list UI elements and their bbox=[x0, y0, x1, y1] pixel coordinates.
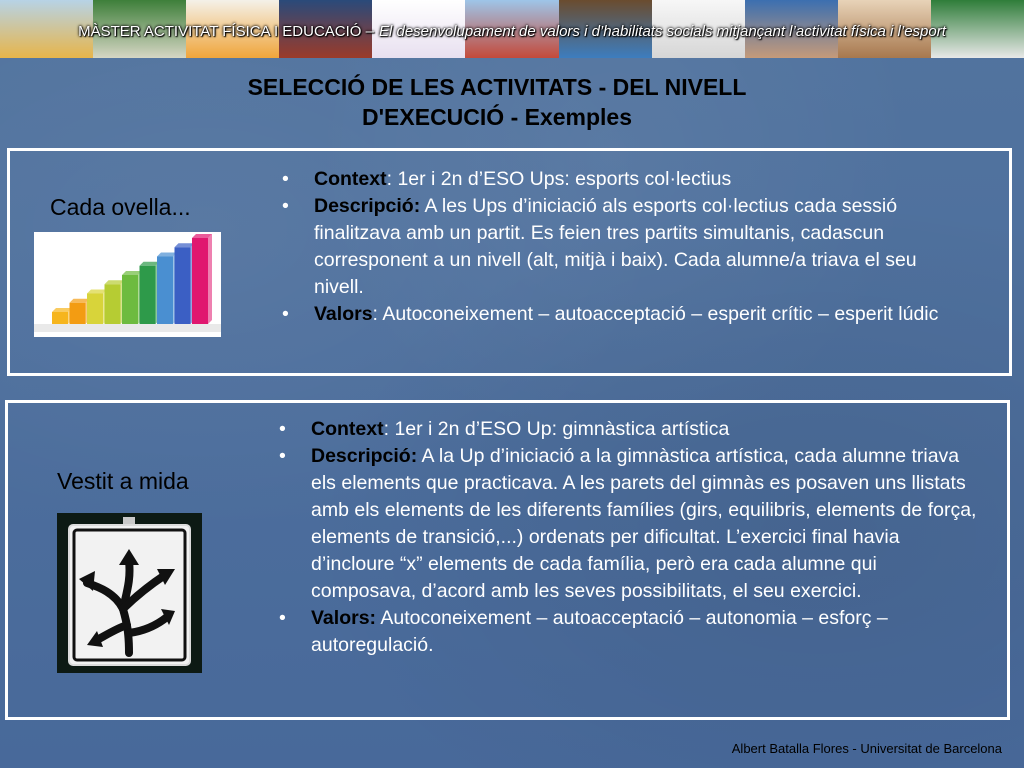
bar-chart-illustration-graphic bbox=[34, 232, 221, 337]
detail-description bbox=[279, 443, 979, 605]
detail-text: A les Ups d’iniciació als esports col·lectius cada sessió finalitzava amb un partit. Es feien tres partits simultanis, cadascun corresponent a un nivell (alt, mitjà i baix). Cada alumne/a triava el seu nivell. bbox=[314, 195, 917, 298]
detail-text: A la Up d’iniciació a la gimnàstica artística, cada alumne triava els elements que practicava. A les parets del gimnàs es posaven uns llistats amb els elements de les diferents famílies (girs, equilibris, elements de força, elements de transició,...) ordenats per dificultat. L’exercici final havia d’incloure “x” elements de cada família, però era cada alumne qui composava, d’acord amb les seves possibilitats, el seu exercici. bbox=[311, 445, 977, 602]
bar bbox=[105, 284, 121, 324]
detail-key: Context bbox=[314, 168, 387, 190]
detail-values bbox=[282, 301, 962, 328]
bar bbox=[192, 238, 208, 324]
activity-name-1: Cada ovella... bbox=[50, 194, 191, 220]
slide-title bbox=[130, 72, 864, 132]
program-subtitle: El desenvolupament de valors i d’habilitats socials mitjançant l’activitat física i l’esport bbox=[378, 22, 946, 40]
detail-key: Valors bbox=[314, 303, 373, 325]
detail-description bbox=[282, 193, 962, 301]
detail-text: 1er i 2n d’ESO Up: gimnàstica artística bbox=[394, 418, 730, 440]
bar bbox=[52, 312, 68, 324]
detail-text: 1er i 2n d’ESO Ups: esports col·lectius bbox=[397, 168, 732, 190]
program-name: MÀSTER ACTIVITAT FÍSICA I EDUCACIÓ – bbox=[78, 22, 374, 40]
detail-values bbox=[279, 605, 979, 659]
activity-details-2 bbox=[279, 416, 979, 659]
footer-credit: Albert Batalla Flores - Universitat de Barcelona bbox=[731, 741, 1002, 756]
activity-name-2: Vestit a mida bbox=[57, 468, 189, 494]
bar bbox=[87, 294, 103, 325]
detail-key: Context bbox=[311, 418, 384, 440]
detail-context bbox=[282, 166, 962, 193]
detail-sep: : bbox=[383, 418, 395, 440]
detail-key: Valors: bbox=[311, 607, 377, 629]
slide-title-line-1: SELECCIÓ DE LES ACTIVITATS - DEL NIVELL bbox=[247, 74, 747, 100]
bar bbox=[157, 257, 173, 325]
detail-text: Autoconeixement – autoacceptació – autonomia – esforç – autoregulació. bbox=[311, 607, 888, 656]
detail-context bbox=[279, 416, 979, 443]
road-sign-illustration bbox=[57, 513, 202, 673]
bar bbox=[140, 266, 156, 324]
bar-side bbox=[208, 234, 212, 324]
slide-title-line-2: D'EXECUCIÓ - Exemples bbox=[361, 104, 633, 130]
detail-key: Descripció: bbox=[314, 195, 421, 217]
header-banner bbox=[0, 0, 1024, 58]
bar bbox=[70, 303, 86, 324]
multi-direction-arrows-icon bbox=[57, 513, 202, 673]
bar bbox=[175, 247, 191, 324]
bar bbox=[122, 275, 138, 324]
detail-sep: : bbox=[386, 168, 398, 190]
activity-details-1 bbox=[282, 166, 962, 328]
detail-text: Autoconeixement – autoacceptació – esperit crític – esperit lúdic bbox=[382, 303, 939, 325]
bar-chart-illustration bbox=[34, 232, 221, 337]
detail-sep: : bbox=[372, 303, 383, 325]
banner-caption bbox=[0, 20, 1024, 42]
detail-key: Descripció: bbox=[311, 445, 418, 467]
